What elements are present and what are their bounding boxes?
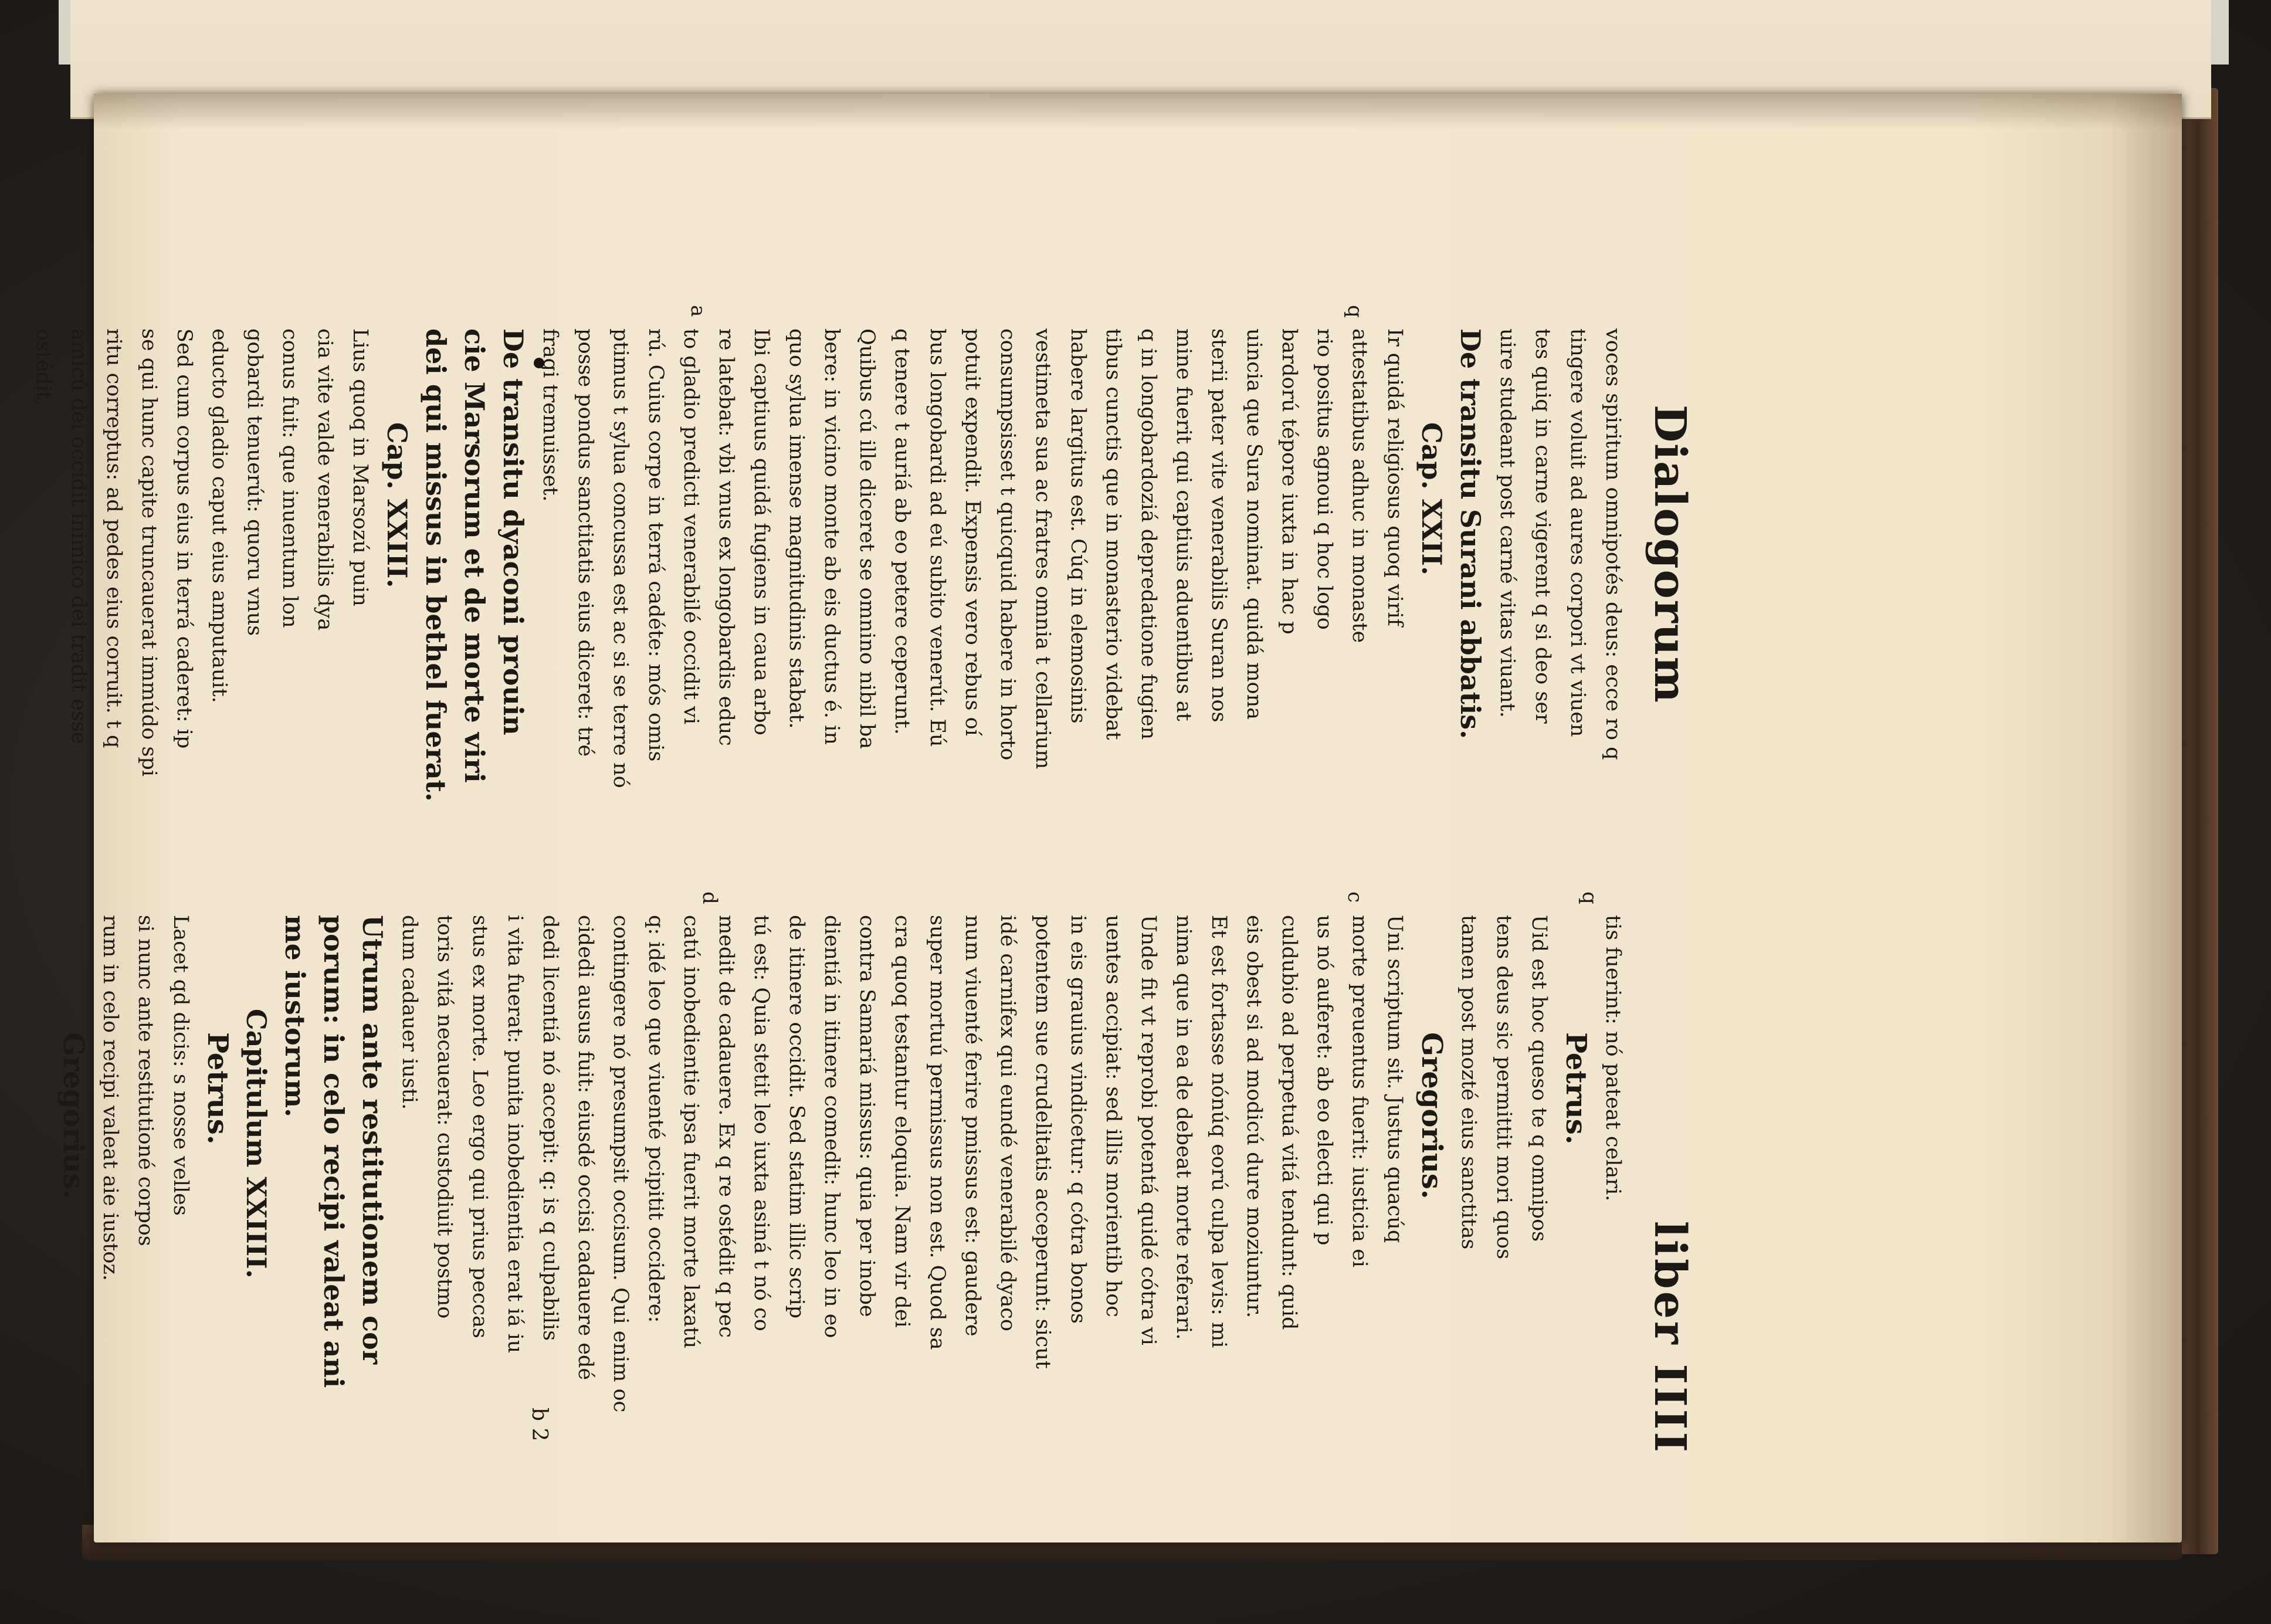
- text-line: Unde fit vt reprobi potentá quidé cótra vi: [1137, 915, 1160, 1345]
- text-line: Sed cum corpus eius in terrá caderet: ip: [172, 328, 196, 749]
- text-frame: [32, 305, 1748, 1478]
- text-line: Uid est hoc queso te q omnipos: [1527, 915, 1551, 1242]
- text-line: re latebat: vbi vnus ex longobardis educ: [714, 328, 738, 746]
- text-line: to gladio predicti venerabilé occidit vi: [679, 328, 703, 725]
- text-line: bus longobardi ad eú subito venerút. Eú: [926, 328, 949, 747]
- text-line: uire studeant post carné vitas viuant.: [1496, 328, 1519, 718]
- text-line: tes quiq in carne vigerent q si deo ser: [1531, 328, 1554, 724]
- text-line: rio positus agnoui q hoc logo: [1313, 328, 1336, 630]
- signature-mark: b 2: [527, 1408, 551, 1442]
- text-line: attestatibus adhuc in monaste: [1348, 328, 1371, 643]
- text-line: me iustorum.: [279, 915, 311, 1118]
- text-line: porum: in celo recipi valeat ani: [318, 915, 350, 1388]
- text-line: ostédit.: [32, 328, 55, 406]
- text-line: fragi tremuisset.: [538, 328, 562, 502]
- text-line: Quibus cú ille diceret se omnino nibil ba: [855, 328, 879, 750]
- text-line: i vita fuerat: punita inobedientia erat iá iu: [503, 915, 527, 1354]
- text-line: potentem sue crudelitatis acceperunt: sicut: [1031, 915, 1055, 1369]
- gutter-shadow: [94, 94, 2182, 129]
- text-line: culdubio ad perpetuá vitá tendunt: quid: [1277, 915, 1301, 1330]
- text-line: habere largitus est. Cúq in elemosinis: [1066, 328, 1090, 724]
- text-line: rum in celo recipi valeat aie iustoz.: [99, 915, 122, 1281]
- text-line: Lacet qd dicis: s nosse velles: [169, 915, 192, 1216]
- text-line: contra Samariá missus: quia per inobe: [855, 915, 879, 1317]
- text-line: tis fuerint: nó pateat celari.: [1601, 915, 1625, 1202]
- text-line: tens deus sic permittit mori quos: [1492, 915, 1516, 1260]
- text-line: toris vitá necauerat: custodiuit postmo: [433, 915, 456, 1319]
- text-line: q in longobardoziá depredatione fugien: [1137, 328, 1160, 740]
- text-line: catú inobedientie ipsa fuerit morte laxatú: [679, 915, 703, 1349]
- text-line: dedi licentiá nó accepit: q: is q culpabilis: [538, 915, 562, 1341]
- running-head-left: Dialogorum: [1645, 405, 1695, 704]
- text-line: Gregorius.: [1415, 1032, 1448, 1199]
- text-line: q tenere t auriá ab eo petere ceperunt.: [890, 328, 914, 735]
- text-line: tingere voluit ad aures corpori vt viuen: [1566, 328, 1589, 737]
- text-line: se qui hunc capite truncauerat immúdo spi: [137, 328, 161, 777]
- text-line: cra quoq testantur eloquia. Nam vir dei: [890, 915, 914, 1328]
- text-line: Et est fortasse nónúq eorú culpa levis: mi: [1207, 915, 1231, 1348]
- text-line: Cap. XXII.: [1416, 422, 1448, 576]
- text-line: mine fuerit qui captiuis aduentibus at: [1172, 328, 1195, 721]
- text-line: in eis grauius vindicetur: q cótra bonos: [1066, 915, 1090, 1324]
- text-line: ritu correptus: ad pedes eius corruit. t q: [102, 328, 126, 748]
- text-line: Capitulum XXIIII.: [240, 1009, 272, 1279]
- text-line: Ir quidá religiosus quoq virif: [1383, 328, 1406, 626]
- margin-marker: q: [1343, 305, 1367, 318]
- text-line: nima que in ea de debeat morte referari.: [1172, 915, 1195, 1340]
- text-line: De transitu Surani abbatis.: [1455, 328, 1486, 740]
- text-line: q: idé leo que viuenté pcipitit occidere:: [644, 915, 667, 1323]
- text-line: Gregorius.: [57, 1032, 90, 1199]
- text-line: morte preuentus fuerit: iusticia ei: [1348, 915, 1371, 1267]
- text-line: gobardi tenuerút: quoru vnus: [243, 328, 266, 636]
- text-line: us nó auferet: ab eo electi qui p: [1313, 915, 1336, 1246]
- text-line: Cap. XXIII.: [381, 422, 413, 588]
- margin-marker: c: [1343, 891, 1367, 903]
- text-line: conus fuit: que inuentum lon: [278, 328, 301, 628]
- text-line: quo sylua imense magnitudinis stabat.: [785, 328, 808, 729]
- text-line: Uni scriptum sit. Justus quacúq: [1383, 915, 1406, 1243]
- text-line: tibus cunctis que in monasterio videbat: [1101, 328, 1125, 740]
- text-line: tú est: Quia stetit leo iuxta asiná t nó co: [750, 915, 773, 1331]
- page-edge-shadow: [2111, 94, 2182, 1542]
- text-line: cie Marsorum et de morte viri: [459, 328, 490, 783]
- left-column: [26, 328, 1631, 856]
- text-line: Petrus.: [1560, 1032, 1592, 1145]
- text-line: eis obest si ad modicú dure moziuntur.: [1242, 915, 1266, 1318]
- text-line: tamen post mozté eius sanctitas: [1457, 915, 1480, 1250]
- text-line: De transitu dyaconi prouin: [497, 328, 529, 735]
- text-line: si nunc ante restitutioné corpos: [134, 915, 157, 1246]
- text-line: voces spiritum omnipotés deus: ecce ro q: [1601, 328, 1625, 760]
- text-line: super mortuú permissus non est. Quod sa: [926, 915, 949, 1350]
- text-line: bardorú tépore iuxta in hac p: [1277, 328, 1301, 635]
- text-line: de itinere occidit. Sed statim illic scrip: [785, 915, 808, 1318]
- text-line: Ibi captiuus quidá fugiens in caua arbo: [750, 328, 773, 735]
- running-head-right: liber IIII: [1645, 1220, 1695, 1455]
- text-line: uentes accipiat: sed illis morientib hoc: [1101, 915, 1125, 1317]
- text-line: stus ex morte. Leo ergo qui prius peccas: [468, 915, 492, 1338]
- text-line: dientiá in itinere comedit: hunc leo in eo: [820, 915, 843, 1338]
- text-line: Lius quoq in Marsozú puin: [348, 328, 372, 606]
- running-head: [1642, 305, 1695, 1478]
- text-line: idé carnifex qui eundé venerabilé dyaco: [996, 915, 1019, 1331]
- text-line: contingere nó presumpsit occisum. Qui enim oc: [609, 915, 632, 1413]
- text-line: ptimus t sylua concussa est ac si se terre nó: [609, 328, 632, 788]
- text-line: bere: in vicino monte ab eis ductus é. in: [820, 328, 843, 745]
- text-line: rú. Cuius corpe in terrá cadéte: mós omis: [644, 328, 667, 762]
- text-line: cidedi ausus fuit: eiusdé occisi cadauere edé: [574, 915, 597, 1381]
- text-line: medit de cadauere. Ex q re ostédit q pec: [714, 915, 738, 1338]
- book-cover-edge: [2177, 88, 2218, 1554]
- text-line: educto gladio caput eius amputauit.: [208, 328, 231, 703]
- text-line: dei qui missus in bethel fuerat.: [420, 328, 452, 802]
- text-line: posse pondus sanctitatis eius diceret: tré: [574, 328, 597, 757]
- margin-marker: d: [698, 891, 721, 904]
- text-line: num viuenté ferire pmissus est: gaudere: [961, 915, 984, 1337]
- text-line: potuit expendit. Expensis vero rebus oí: [961, 328, 984, 736]
- text-line: Petrus.: [201, 1032, 234, 1145]
- rotated-text-block: [32, 305, 1718, 1478]
- margin-marker: q: [1578, 891, 1601, 904]
- margin-marker: a: [686, 305, 710, 317]
- text-line: vestimeta sua ac fratres omnia t cellarium: [1031, 328, 1055, 769]
- text-line: dum cadauer iusti.: [398, 915, 421, 1110]
- right-column: [54, 915, 1631, 1443]
- text-line: Utrum ante restitutionem cor: [357, 915, 388, 1365]
- text-line: cia vite valde venerabilis dya: [313, 328, 337, 631]
- text-line: sterii pater vite venerabilis Suran nos: [1207, 328, 1231, 723]
- text-line: uincia que Sura nominat. quidá mona: [1242, 328, 1266, 720]
- text-line: amicú dei occidit inimico dei tradit esse: [67, 328, 90, 744]
- text-line: consumpsisset t quicquid habere in horto: [996, 328, 1019, 761]
